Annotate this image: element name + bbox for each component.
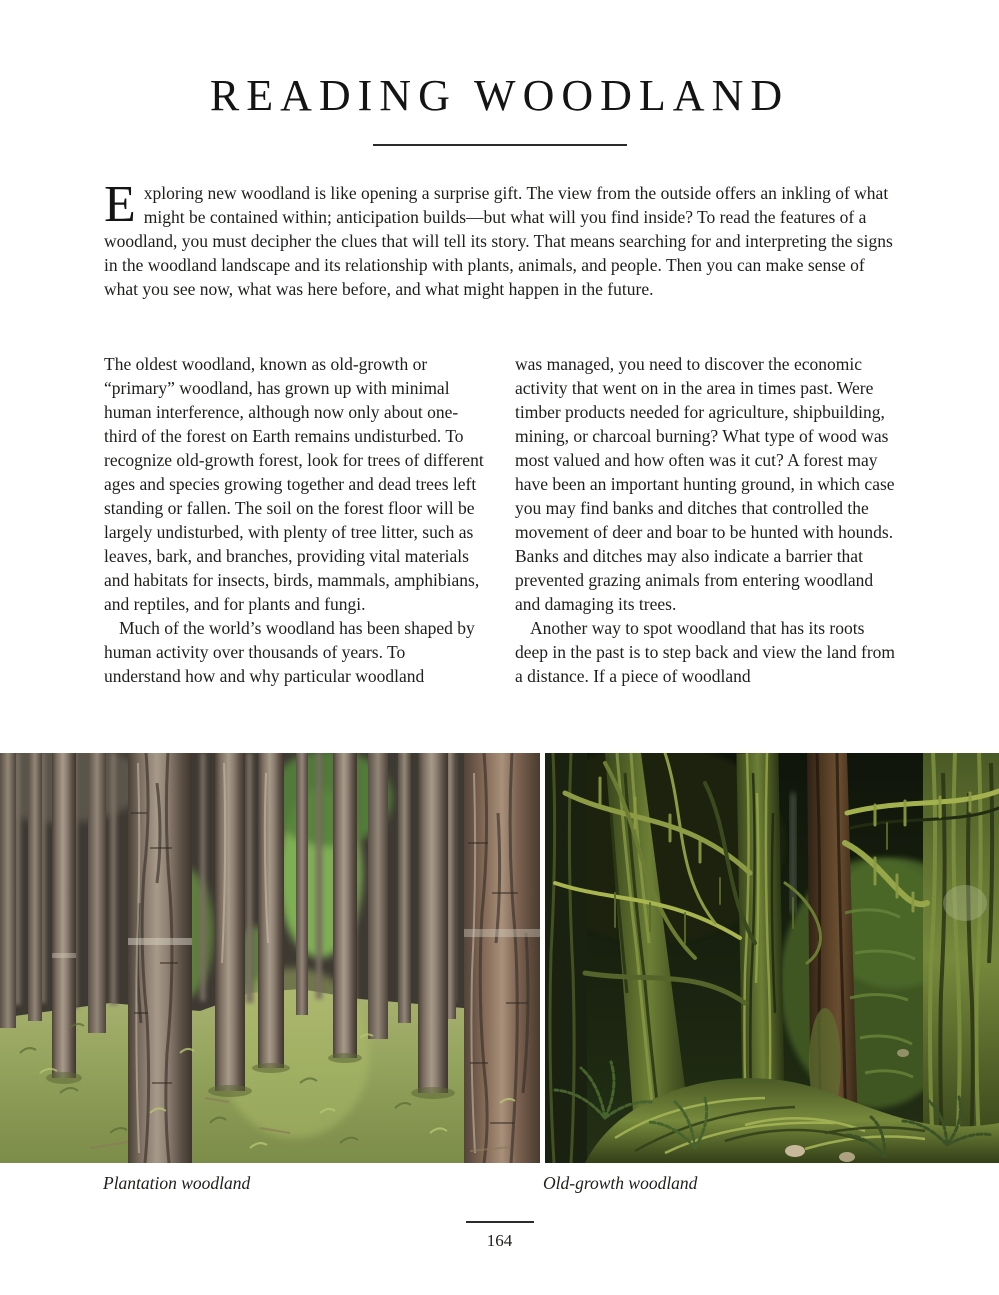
intro-paragraph — [104, 176, 896, 301]
body-paragraph: Another way to spot woodland that has its roots deep in the past is to step back and view the land from a distance. If a piece of woodland — [515, 618, 896, 686]
page-title: READING WOODLAND — [209, 71, 790, 120]
page-number: 164 — [486, 1231, 513, 1250]
body-paragraph: was managed, you need to discover the economic activity that went on in the area in times past. Were timber products needed for agriculture, shipbuilding, mining, or charcoal burning? What type of wood was most valued and how often was it cut? A forest may have been an important hunting ground, in which case you may find banks and ditches that controlled the movement of deer and boar to be hunted with hounds. Banks and ditches may also indicate a barrier that prevented grazing animals from entering woodland and damaging its trees. — [515, 354, 895, 614]
caption-old-growth: Old-growth woodland — [543, 1173, 698, 1193]
body-paragraph: Much of the world’s woodland has been shaped by human activity over thousands of years. To understand how and why particular woodland — [104, 618, 475, 686]
caption-plantation: Plantation woodland — [103, 1173, 251, 1193]
body-paragraph: The oldest woodland, known as old-growth or “primary” woodland, has grown up with minimal human interference, although now only about one-third of the forest on Earth remains undisturbed. To recognize old-growth forest, look for trees of different ages and species growing together and dead trees left standing or fallen. The soil on the forest floor will be largely undisturbed, with plenty of tree litter, such as leaves, bark, and branches, providing vital materials and habitats for insects, birds, mammals, amphibians, and reptiles, and for plants and fungi. — [104, 354, 484, 614]
intro-text: xploring new woodland is like opening a surprise gift. The view from the outside offers an inkling of what might be contained within; anticipation builds—but what will you find inside? To read the features of a woodland, you must decipher the clues that will tell its story. That means searching for and interpreting the signs in the woodland landscape and its relationship with plants, animals, and people. Then you can make sense of what you see now, what was here before, and what might happen in the future. — [104, 183, 893, 299]
figure-row — [0, 753, 999, 1163]
footer-divider — [466, 1221, 534, 1223]
right-column — [515, 352, 896, 688]
two-column-text — [104, 352, 896, 688]
plantation-woodland-image — [0, 753, 540, 1163]
old-growth-woodland-image — [545, 753, 999, 1163]
left-column — [104, 352, 485, 688]
title-divider — [373, 144, 627, 146]
drop-cap: E — [104, 176, 136, 233]
